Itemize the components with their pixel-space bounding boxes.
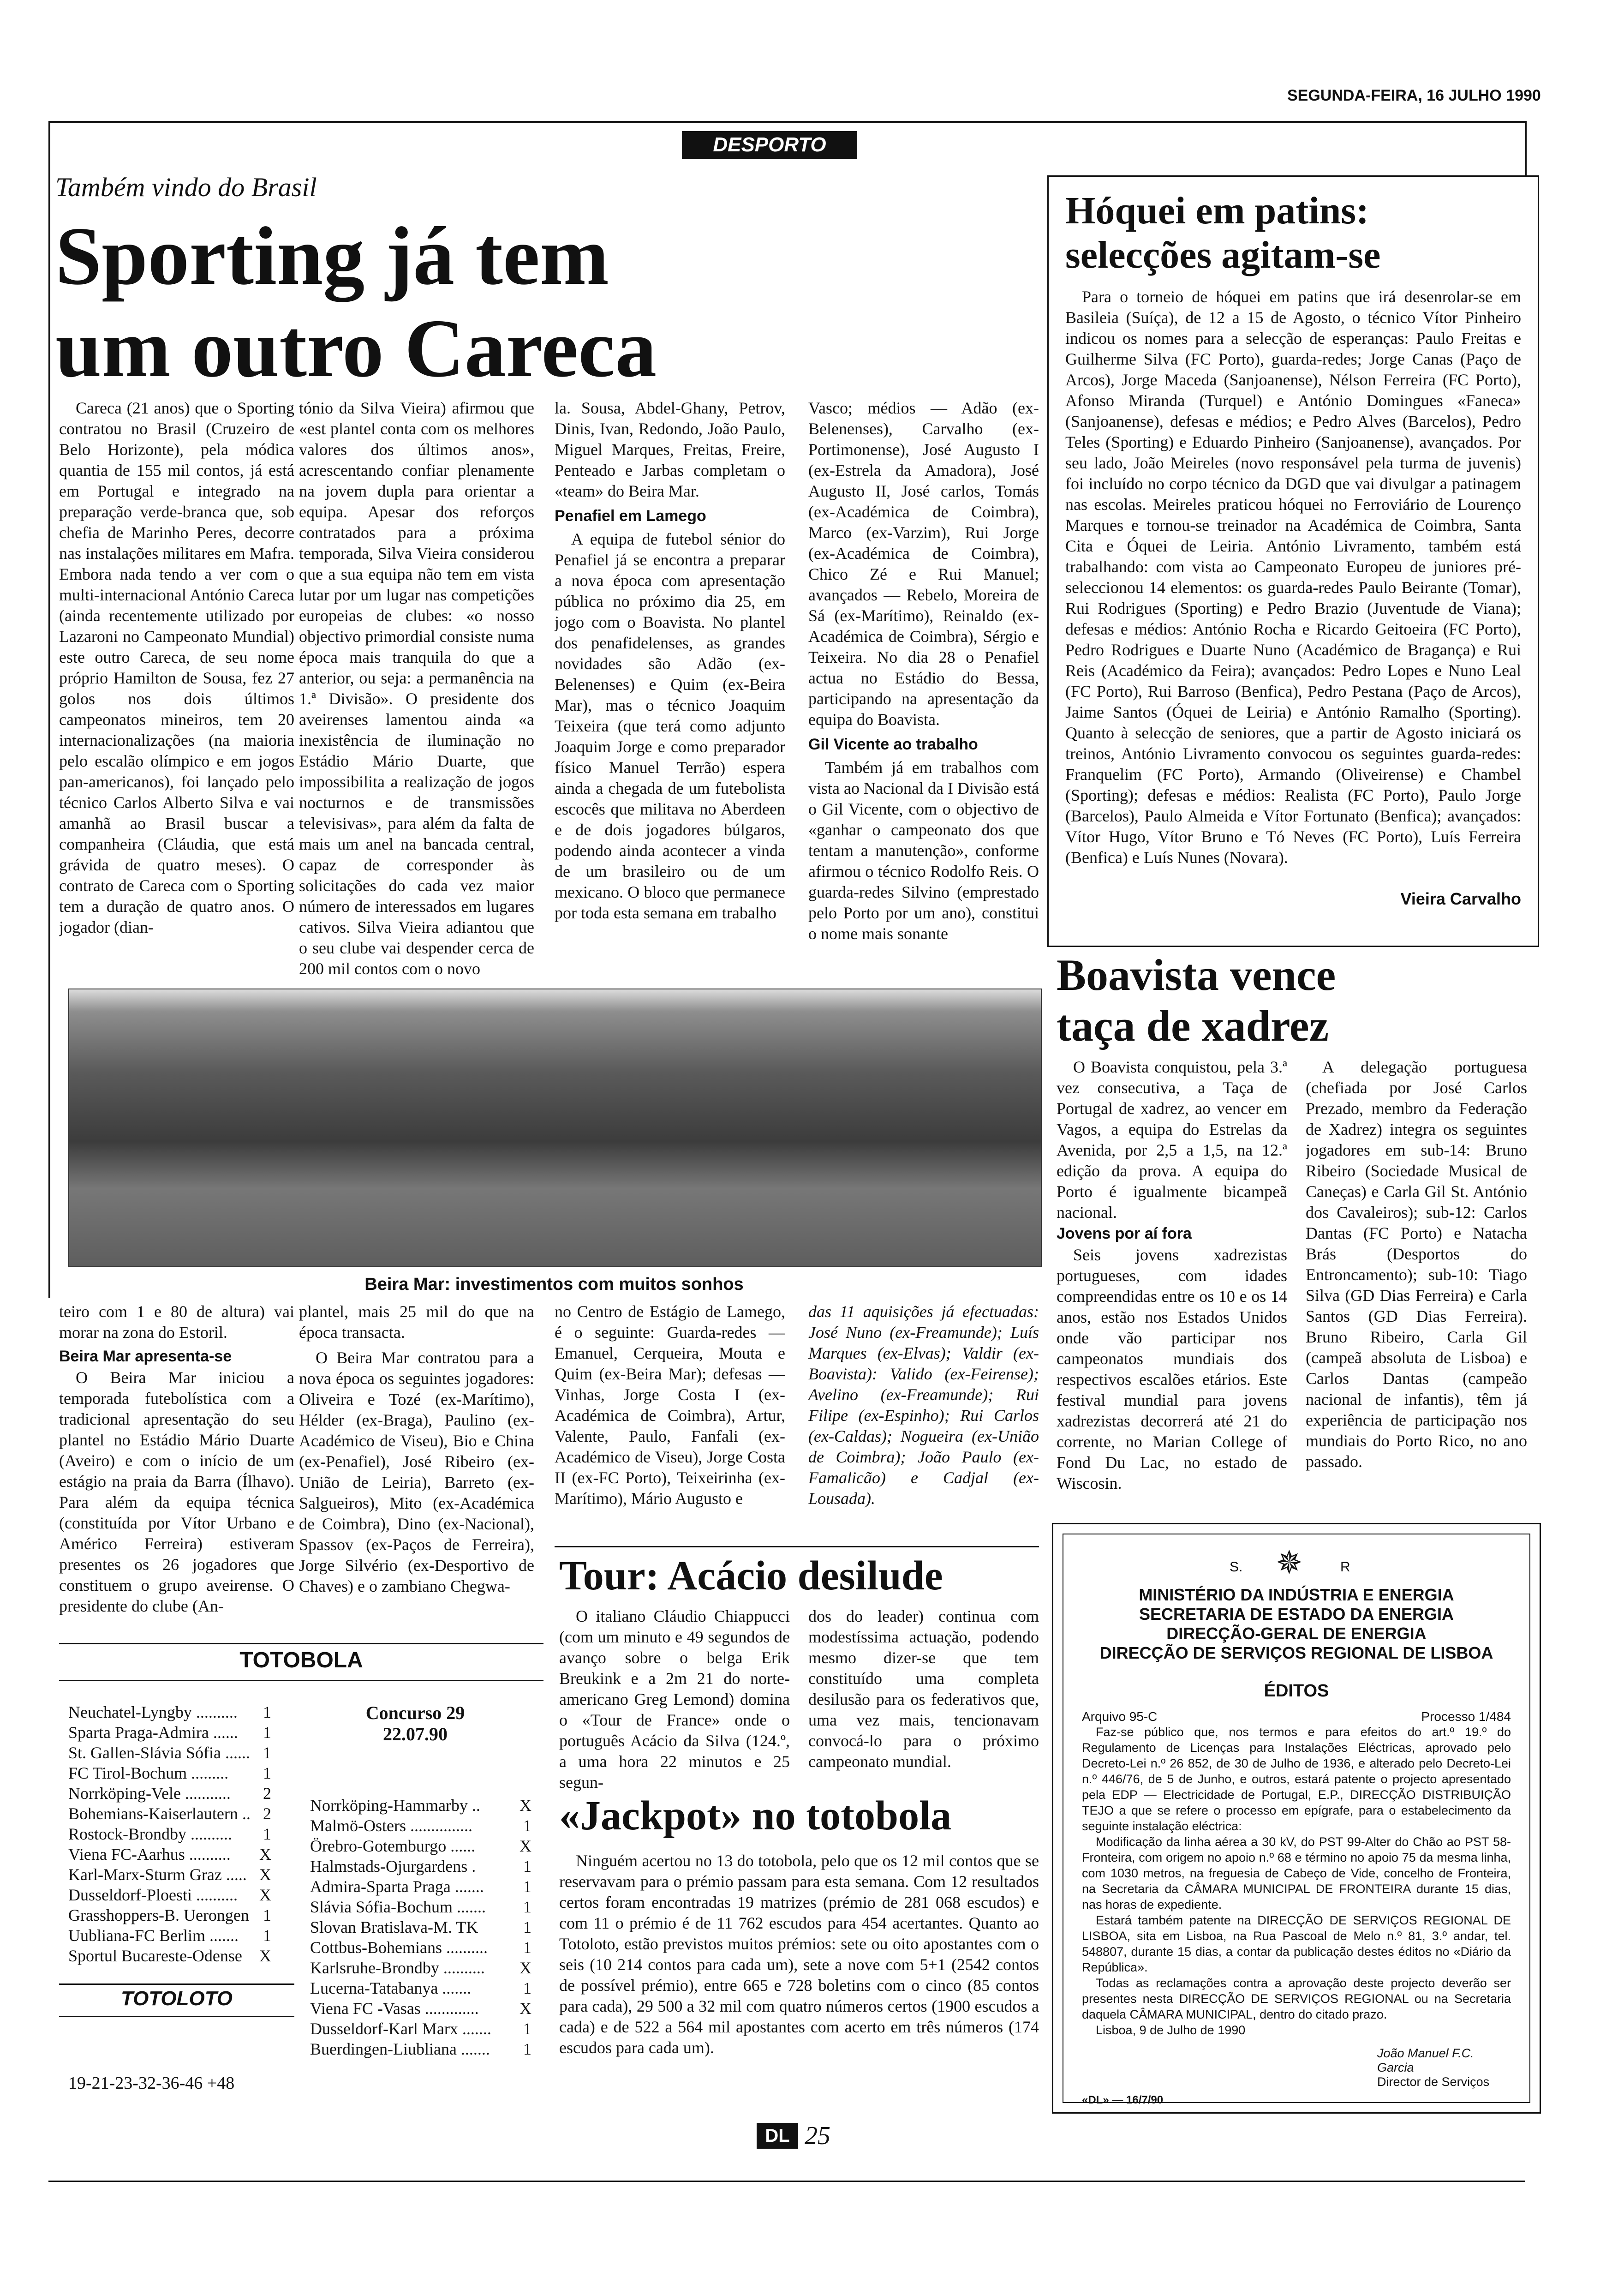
footer-rule [48, 2181, 1525, 2182]
hoquei-box [1047, 175, 1539, 947]
notice-p2: Modificação da linha aérea a 30 kV, do PST 99-Alter do Chão ao PST 58-Fronteira, com origem no apoio n.º 68 e término no apoio 75 da mesma linha, com 1030 metros, na freguesia de Cabeço de Vide, concelho de Fronteira, na Secretaria da CÂMARA MUNICIPAL DE FRONTEIRA durante 15 dias, nas horas de expediente. [1082, 1835, 1511, 1911]
totobola-right-list [310, 1795, 531, 2059]
totobola-left-list [68, 1702, 271, 1966]
totobola-row [310, 1978, 531, 1998]
notice-inner [1063, 1534, 1530, 2106]
totobola-result: X [519, 1837, 531, 1855]
totobola-game: Bohemians-Kaiserlautern .. [68, 1804, 251, 1823]
boavista-lead: O Boavista conquistou, pela 3.ª vez consecutiva, a Taça de Portugal de xadrez, ao vencer em Vagos, a equipa do Estrelas da Avenida, por 2,5 a 1,5, na 12.ª edição da prova. A equipa do Porto é igualmente bicampeã nacional. [1057, 1058, 1287, 1222]
totobola-game: Cottbus-Bohemians .......... [310, 1938, 488, 1957]
totobola-rule-bottom [59, 1680, 543, 1681]
totoloto-numbers: 19-21-23-32-36-46 +48 [68, 2073, 235, 2093]
lower-col2-lead: plantel, mais 25 mil do que na época transacta. [299, 1302, 534, 1342]
lower-col-1 [59, 1301, 294, 1634]
totobola-title: TOTOBOLA [239, 1648, 363, 1672]
gil-subhead: Gil Vicente ao trabalho [808, 736, 978, 753]
photo-caption: Beira Mar: investimentos com muitos sonhos [364, 1275, 744, 1294]
totoloto-rule-top [59, 1983, 294, 1985]
totobola-result: X [259, 1865, 271, 1884]
hoquei-title-1: Hóquei em patins: [1065, 189, 1369, 232]
totobola-result: 2 [263, 1804, 271, 1823]
jovens-subhead: Jovens por aí fora [1057, 1225, 1192, 1242]
totobola-game: Sparta Praga-Admira ...... [68, 1723, 238, 1742]
totobola-result: 1 [263, 1906, 271, 1924]
penafiel-subhead: Penafiel em Lamego [555, 507, 706, 525]
col3-lead: la. Sousa, Abdel-Ghany, Petrov, Dinis, Ivan, Redondo, João Paulo, Miguel Marques, Freitas, Freire, Penteado e Jarbas completam o «team» do Beira Mar. [555, 399, 785, 500]
emblem-right: R [1340, 1559, 1350, 1575]
lower-col-3: no Centro de Estágio de Lamego, é o seguinte: Guarda-redes — Emanuel, Cerqueira, Mouta e Quim (ex-Beira Mar); defesas — Vinhas, Jorge Costa I (ex-Académica de Coimbra), Artur, Valente, Paulo, Fanfali (ex-Académico de Viseu), Jorge Costa II (ex-FC Porto), Teixeirinha (ex-Marítimo), Mário Augusto e [555, 1302, 785, 1508]
totobola-date: 22.07.90 [383, 1724, 448, 1744]
notice-p3: Estará também patente na DIRECÇÃO DE SERVIÇOS REGIONAL DE LISBOA, sita em Lisboa, na Rua Pascoal de Melo n.º 81, 3.º andar, tel. 548807, durante 15 dias, a contar da publicação destes éditos no «Diário da República». [1082, 1913, 1511, 1974]
totobola-result: X [259, 1886, 271, 1904]
boavista-col-2: A delegação portuguesa (chefiada por José Carlos Prezado, membro da Federação de Xadrez) integra os seguintes jogadores em sub-14: Bruno Ribeiro (Sociedade Musical de Caneças) e Carla Gil St. António dos Cavaleiros); sub-12: Carlos Dantas (FC Porto) e Natacha Brás (Desportos do Entroncamento); sub-10: Tiago Silva (GD Dias Ferreira) e Carla Santos (GD Dias Ferreira). Bruno Ribeiro, Carla Gil (campeã absoluta de Lisboa) e Carlos Dantas (campeão nacional de infantis), têm já experiência de participação nos mundiais do Porto Rico, no ano passado. [1306, 1058, 1527, 1471]
boavista-col-1 [1057, 1057, 1287, 1518]
section-label: DESPORTO [682, 131, 857, 159]
notice-org-4: DIRECÇÃO DE SERVIÇOS REGIONAL DE LISBOA [1099, 1643, 1493, 1662]
headline-line-1: Sporting já tem [55, 210, 609, 302]
totobola-game: Dusseldorf-Karl Marx ....... [310, 2019, 491, 2038]
sporting-col-2: tónio da Silva Vieira) afirmou que «est plantel conta com os melhores valores dos últimos anos», acrescentando confiar plenamente na jovem dupla para orientar a equipa. Apesar dos reforços contratados para a próxima temporada, Silva Vieira considerou que a sua equipa não tem em vista lutar por um lugar nas competições europeias de clubes: «o nosso objectivo primordial consiste numa época mais tranquila do que a anterior, ou seja: a permanência na 1.ª Divisão». O presidente dos aveirenses lamentou ainda «a inexistência de iluminação no Estádio Mário Duarte, que impossibilita a realização de jogos nocturnos e de transmissões televisivas», para além da falta de mais um anel na bancada central, capaz de corresponder às solicitações do cada vez maior número de interessados em lugares cativos. Silva Vieira adiantou que o seu clube vai despender cerca de 200 mil contos com o novo [299, 399, 534, 978]
team-photo [68, 989, 1042, 1267]
totobola-result: 1 [523, 1918, 531, 1936]
totobola-row [68, 1824, 271, 1844]
totobola-row [68, 1844, 271, 1864]
col4-lead: Vasco; médios — Adão (ex-Belenenses), Carvalho (ex-Portimonense), José Augusto I (ex-Estrela da Amadora), José Augusto II, José carlos, Tomás (ex-Académica de Coimbra), Marco (ex-Varzim), Rui Jorge (ex-Académica de Coimbra), Chico Zé e Rui Manuel; avançados — Rebelo, Moreira de Sá (ex-Marítimo), Reinaldo (ex-Académica de Coimbra), Sérgio e Teixeira. No dia 28 o Penafiel actua no Estádio do Bessa, participando na apresentação da equipa do Boavista. [808, 399, 1039, 729]
totobola-result: 1 [263, 1825, 271, 1843]
totobola-game: FC Tirol-Bochum ......... [68, 1764, 229, 1782]
notice-org-1: MINISTÉRIO DA INDÚSTRIA E ENERGIA [1139, 1585, 1454, 1604]
totobola-game: Admira-Sparta Praga ....... [310, 1877, 484, 1896]
totobola-game: Karlsruhe-Brondby .......... [310, 1959, 485, 1977]
totobola-row [68, 1783, 271, 1804]
totobola-result: 1 [263, 1926, 271, 1945]
notice-ref: «DL» — 16/7/90 [1082, 2094, 1164, 2106]
emblem-left: S. [1230, 1559, 1243, 1575]
notice-org [1082, 1585, 1511, 1663]
boavista-title-2: taça de xadrez [1057, 1001, 1329, 1050]
penafiel-text: A equipa de futebol sénior do Penafiel já se encontra a preparar a nova época com apresentação pública no próximo dia 25, em jogo com o Boavista. No plantel dos penafidelenses, as grandes novidades são Adão (ex-Belenenses) e Quim (ex-Beira Mar), mas o técnico Joaquim Teixeira (que terá como adjunto Joaquim Jorge e como preparador físico Manuel Terrão) espera ainda a chegada de um futebolista escocês que militava no Aberdeen e de dois jogadores búlgaros, podendo ainda acontecer a vinda de um brasileiro ou de um mexicano. O bloco que permanece por toda esta semana em trabalho [555, 530, 785, 922]
totobola-row [68, 1722, 271, 1743]
totobola-concurso: Concurso 29 [365, 1702, 465, 1723]
totobola-row [68, 1864, 271, 1885]
notice-box [1052, 1523, 1541, 2114]
gil-text: Também já em trabalhos com vista ao Nacional da I Divisão está o Gil Vicente, com o objectivo de «ganhar o campeonato dos que tentam a manutenção», conforme afirmou o técnico Rodolfo Reis. O guarda-redes Silvino (emprestado pelo Porto por um ano), constitui o nome mais sonante [808, 758, 1039, 943]
totobola-result: 1 [263, 1703, 271, 1721]
totobola-game: Grasshoppers-B. Uerongen [68, 1906, 249, 1924]
totobola-row [68, 1946, 271, 1966]
totobola-result: X [519, 1999, 531, 2018]
notice-signatory-role: Director de Serviços [1377, 2075, 1490, 2089]
page-number: 25 [805, 2121, 830, 2150]
totobola-result: X [519, 1959, 531, 1977]
totobola-row [310, 1958, 531, 1978]
totobola-row [68, 1885, 271, 1905]
jovens-text: Seis jovens xadrezistas portugueses, com idades compreendidas entre os 10 e os 14 anos, estão nos Estados Unidos onde vão participar nos campeonatos mundiais dos respectivos escalões etários. Este festival mundial para jovens xadrezistas decorrerá até 21 do corrente, no Marian College of Fond Du Lac, no estado de Wiscosin. [1057, 1246, 1287, 1492]
totobola-game: Viena FC -Vasas ............. [310, 1999, 479, 2018]
sporting-col-3 [555, 398, 785, 989]
emblem-icon: ✵ [1276, 1545, 1303, 1581]
beira-text: O Beira Mar iniciou a temporada futebolística com a tradicional apresentação do seu plantel no Estádio Mário Duarte (Aveiro) e com o início de um estágio na praia da Barra (Ílhavo). Para além da equipa técnica (constituída por Vítor Urbano e Américo Ferreira) estiveram presentes os 26 jogadores que constituem o grupo aveirense. O presidente do clube (An- [59, 1368, 294, 1615]
tour-title: Tour: Acácio desilude [559, 1553, 943, 1599]
totobola-row [310, 1816, 531, 1836]
totobola-row [310, 1856, 531, 1876]
right-frame [1525, 121, 1527, 176]
totobola-game: Norrköping-Hammarby .. [310, 1796, 480, 1815]
totobola-result: X [519, 1796, 531, 1815]
header-rule [48, 121, 1525, 123]
hoquei-title-2: selecções agitam-se [1065, 234, 1381, 276]
totobola-result: 2 [263, 1784, 271, 1803]
sporting-col-1: Careca (21 anos) que o Sporting contratou no Brasil (Cruzeiro de Belo Horizonte), pela módica quantia de 155 mil contos, já está em Portugal e integrado na preparação verde-branca que, sob chefia de Marinho Peres, decorre nas instalações militares em Mafra. Embora nada tendo a ver com o multi-internacional António Careca (ainda recentemente utilizado por Lazaroni no Campeonato Mundial) este outro Careca, de seu nome próprio Hamilton de Sousa, fez 27 golos nos dois últimos campeonatos mineiros, tem 20 internacionalizações (na maioria pelo escalão olímpico e em jogos pan-americanos), foi lançado pelo técnico Carlos Alberto Silva e vai amanhã ao Brasil buscar a companheira (Cláudia, que está grávida de quatro meses). O contrato de Careca com o Sporting tem a duração de quatro anos. O jogador (dian- [59, 399, 294, 936]
tour-col-2: dos do leader) continua com modestíssima actuação, podendo mesmo dizer-se que tem constituído uma completa desilusão para os federativos que, uma vez mais, tencionavam convocá-lo para o próximo campeonato mundial. [808, 1607, 1039, 1771]
totobola-result: 1 [523, 1877, 531, 1896]
totobola-result: 1 [263, 1723, 271, 1742]
totobola-game: Rostock-Brondby .......... [68, 1825, 232, 1843]
totobola-result: 1 [523, 1816, 531, 1835]
totobola-game: Buerdingen-Liubliana ....... [310, 2040, 490, 2058]
beira-subhead: Beira Mar apresenta-se [59, 1348, 232, 1365]
totobola-row [68, 1763, 271, 1783]
notice-org-3: DIRECÇÃO-GERAL DE ENERGIA [1166, 1624, 1427, 1643]
totobola-game: Uubliana-FC Berlim ....... [68, 1926, 239, 1945]
totobola-result: 1 [523, 1979, 531, 1997]
totobola-game: Halmstads-Ojurgardens . [310, 1857, 476, 1876]
totobola-game: Norrköping-Vele ........... [68, 1784, 231, 1803]
totoloto-title: TOTOLOTO [120, 1987, 233, 2010]
footer-logo: DL [757, 2123, 798, 2149]
jackpot-title: «Jackpot» no totobola [559, 1793, 952, 1839]
totobola-row [310, 1917, 531, 1937]
hoquei-body: Para o torneio de hóquei em patins que irá desenrolar-se em Basileia (Suíça), de 12 a 15 de Agosto, o técnico Vítor Pinheiro indicou os nomes para a selecção de esperanças: Paulo Freitas e Guilherme Silva (FC Porto), guarda-redes; Jorge Canas (Paço de Arcos), Jorge Maceda (Sanjoanense), Nélson Ferreira (FC Porto), Afonso Miranda (Turquel) e António Domingues «Faneca» (Sanjoanense), defesas e médios; e Pedro Alves (Barcelos), Pedro Teles (Sporting) e Eduardo Pinheiro (Sanjoanense), avançados. Por seu lado, João Meireles (novo responsável pela turma de juvenis) foi incluído no corpo técnico da DGD que vai divulgar a patinagem nas escolas. Meireles praticou hóquei no Ferroviário de Lourenço Marques e tornou-se treinador na Académica de Coimbra, Santa Cita e Óquei de Leiria. António Livramento, também está trabalhando: com vista ao Campeonato Europeu de juniores pré-seleccionou 14 elementos: os guarda-redes Paulo Beirante (Tomar), Rui Rodrigues (Sporting) e Pedro Brazio (Juventude de Viana); defesas e médios: António Rocha e Ricardo Geitoeira (FC Porto), Pedro Rodrigues e Duarte Nuno (Académico de Bragança) e Rui Reis (Académico da Feira); avançados: Pedro Lopes e Nuno Leal (FC Porto), Rui Barroso (Benfica), Pedro Pestana (Paço de Arcos), Jaime Santos (Óquei de Leiria) e António Ramalho (Sporting). Quanto à selecção de seniores, que a partir de Agosto iniciará os treinos, António Livramento convocou os seguintes guarda-redes: Franquelim (FC Porto), Armando (Oliveirense) e Chambel (Sporting); defesas e médios: Realista (FC Porto), Paulo Jorge (Barcelos), Paulo Almeida e Vítor Fortunato (Benfica); avançados: Vítor Hugo, Vítor Bruno e Tó Neves (FC Porto), Luís Ferreira (Benfica) e Luís Nunes (Novara). [1065, 288, 1521, 867]
totobola-row [68, 1743, 271, 1763]
totobola-game: St. Gallen-Slávia Sófia ...... [68, 1744, 250, 1762]
totobola-row [68, 1702, 271, 1722]
sporting-col-4 [808, 398, 1039, 989]
emblem-row [1082, 1544, 1511, 1585]
totobola-row [310, 2039, 531, 2059]
totobola-row [310, 2019, 531, 2039]
totobola-row [310, 1836, 531, 1856]
notice-org-2: SECRETARIA DE ESTADO DA ENERGIA [1139, 1605, 1454, 1624]
totobola-game: Neuchatel-Lyngby .......... [68, 1703, 238, 1721]
hoquei-author: Vieira Carvalho [1400, 889, 1521, 908]
notice-arquivo: Arquivo 95-C [1082, 1709, 1158, 1724]
notice-p4: Todas as reclamações contra a aprovação deste projecto deverão ser presentes nesta DIRECÇÃO DE SERVIÇOS REGIONAL ou na Secretaria daquela CÂMARA MUNICIPAL, dentro do citado prazo. [1082, 1976, 1511, 2021]
totobola-row [310, 1998, 531, 2019]
totobola-result: 1 [523, 2040, 531, 2058]
headline-line-2: um outro Careca [55, 302, 657, 394]
tour-col-1: O italiano Cláudio Chiappucci (com um minuto e 49 segundos de avanço sobre o belga Erik Breukink e a 2m 21 do norte-americano Greg Lemond) domina o «Tour de France» onde o português Acácio da Silva (124.º, a uma hora 22 minutos e 25 segun- [559, 1607, 790, 1792]
totobola-result: 1 [523, 2019, 531, 2038]
totobola-game: Sportul Bucareste-Odense [68, 1947, 242, 1965]
notice-place-date: Lisboa, 9 de Julho de 1990 [1096, 2023, 1246, 2037]
totobola-game: Slovan Bratislava-M. TK [310, 1918, 478, 1936]
lower-col-2 [299, 1301, 534, 1634]
lower-col2-text: O Beira Mar contratou para a nova época os seguintes jogadores: Oliveira e Tozé (ex-Marítimo), Hélder (ex-Braga), Paulino (ex-Académico de Viseu), Bio e China (ex-Penafiel), José Ribeiro (ex-União de Leiria), Barreto (ex-Salgueiros), Mito (ex-Académica de Coimbra), Dino (ex-Nacional), Spassov (ex-Paços de Ferreira), Jorge Silvério (ex-Desportivo de Chaves) e o zambiano Chegwa- [299, 1348, 534, 1595]
tour-rule [555, 1546, 1039, 1547]
totobola-game: Dusseldorf-Ploesti .......... [68, 1886, 238, 1904]
totobola-result: 1 [263, 1744, 271, 1762]
totobola-rule-top [59, 1643, 543, 1644]
totobola-result: X [259, 1845, 271, 1864]
totobola-row [310, 1937, 531, 1958]
notice-signatory: João Manuel F.C. Garcia [1377, 2046, 1474, 2074]
totobola-row [310, 1795, 531, 1816]
totobola-result: 1 [523, 1898, 531, 1916]
jackpot-body: Ninguém acertou no 13 do totobola, pelo que os 12 mil contos que se reservavam para o prémio passam para esta semana. Com 12 resultados certos foram encontradas 19 matrizes (prémio de 281 068 escudos) e com 11 o prémio é de 11 762 escudos para 454 acertantes. Quanto ao Totoloto, estão previstos muitos prémios: sete ou oito apostantes com o seis (10 214 contos para cada um), sete a nove com 5+1 (2542 contos de possível prémio), entre 665 e 728 boletins com o cinco (85 contos para cada), 29 500 a 32 mil com quatro números certos (1900 escudos a cada) e de 522 a 564 mil apostantes com acerto em três números (174 escudos para cada um). [559, 1852, 1039, 2057]
totobola-result: 1 [523, 1938, 531, 1957]
notice-processo: Processo 1/484 [1421, 1709, 1511, 1724]
totobola-row [68, 1925, 271, 1946]
totobola-game: Karl-Marx-Sturm Graz ..... [68, 1865, 247, 1884]
totobola-row [310, 1897, 531, 1917]
totobola-game: Malmö-Osters ............... [310, 1816, 472, 1835]
totobola-game: Viena FC-Aarhus .......... [68, 1845, 231, 1864]
kicker: Também vindo do Brasil [55, 172, 317, 202]
page-date: SEGUNDA-FEIRA, 16 JULHO 1990 [1287, 87, 1541, 104]
lower-col1-lead: teiro com 1 e 80 de altura) vai morar na zona do Estoril. [59, 1302, 294, 1342]
notice-p1: Faz-se público que, nos termos e para efeitos do art.º 19.º do Regulamento de Licenças para Instalações Eléctricas, aprovado pelo Decreto-Lei n.º 26 852, de 30 de Julho de 1936, e alterado pelo Decreto-Lei n.º 446/76, de 5 de Junho, e outros, estará patente o projecto apresentado pela EDP — Electricidade de Portugal, E.P., DIRECÇÃO DISTRIBUIÇÃO TEJO a que se refere o processo em epígrafe, para o estabelecimento da seguinte instalação eléctrica: [1082, 1725, 1511, 1833]
totobola-row [68, 1804, 271, 1824]
lower-col-4: das 11 aquisições já efectuadas: José Nuno (ex-Freamunde); Luís Marques (ex-Elvas); Valdir (ex-Boavista): Valido (ex-Feirense); Avelino (ex-Freamunde); Rui Filipe (ex-Espinho); Rui Carlos (ex-Caldas); Nogueira (ex-União de Coimbra); João Paulo (ex-Famalicão) e Cadjal (ex-Lousada). [808, 1302, 1039, 1508]
totoloto-rule-bottom [59, 2016, 294, 2017]
totobola-result: 1 [523, 1857, 531, 1876]
totobola-result: X [259, 1947, 271, 1965]
totobola-game: Lucerna-Tatabanya ....... [310, 1979, 472, 1997]
notice-text [1082, 1724, 1511, 2038]
boavista-title-1: Boavista vence [1057, 950, 1336, 1000]
left-frame [48, 121, 50, 1298]
totobola-game: Slávia Sófia-Bochum ....... [310, 1898, 486, 1916]
totobola-row [310, 1876, 531, 1897]
totobola-result: 1 [263, 1764, 271, 1782]
notice-ref-row [1082, 1709, 1511, 1724]
totobola-row [68, 1905, 271, 1925]
notice-type: ÉDITOS [1264, 1681, 1329, 1701]
totobola-game: Örebro-Gotemburgo ...... [310, 1837, 476, 1855]
